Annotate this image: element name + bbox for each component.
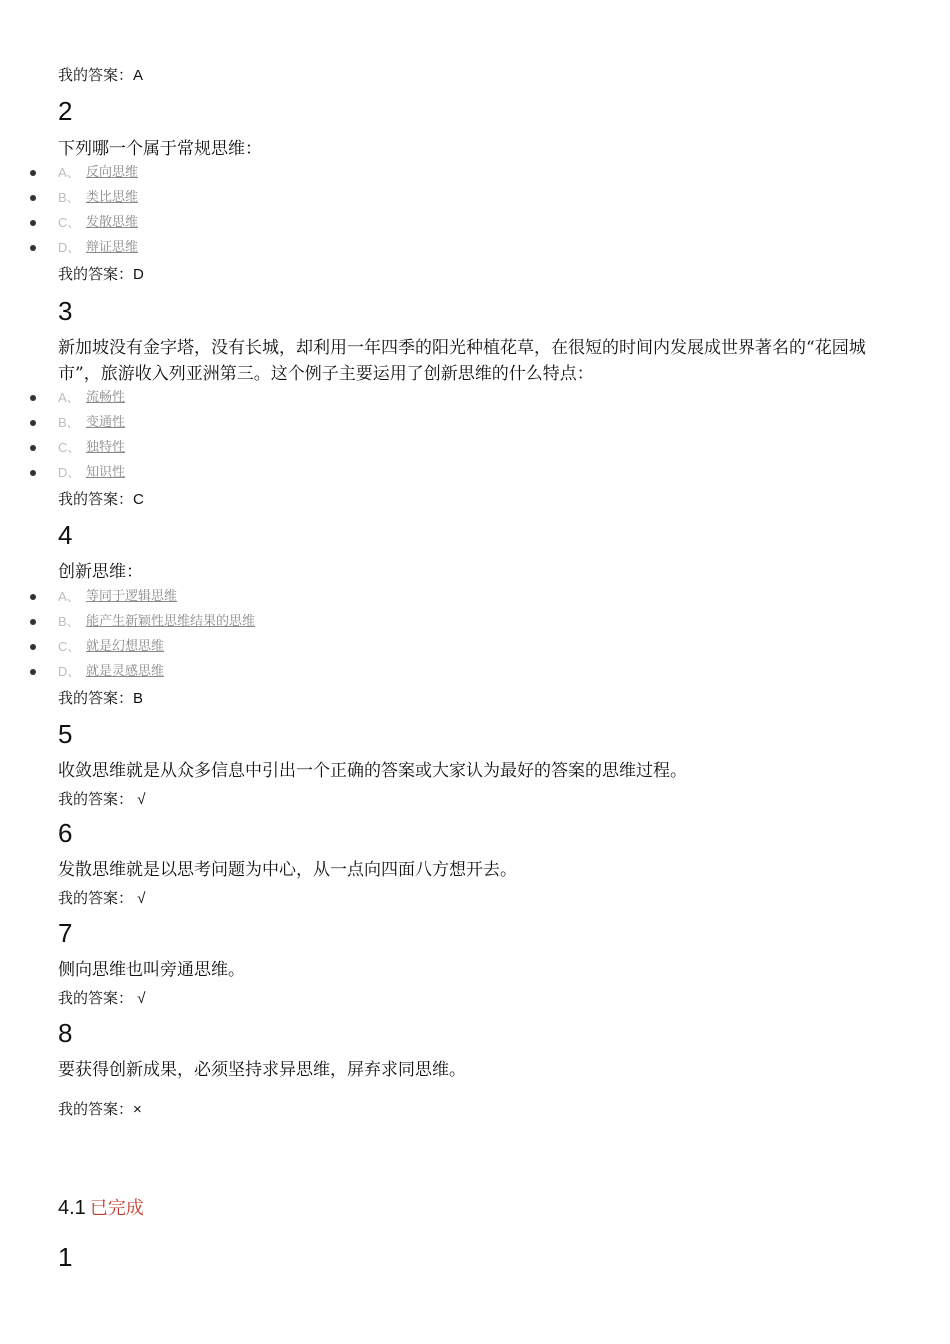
option-link[interactable]: 等同于逻辑思维 bbox=[86, 589, 178, 604]
option-link[interactable]: 辩证思维 bbox=[86, 240, 139, 255]
option-key: D、 bbox=[58, 240, 81, 255]
section-heading bbox=[58, 1194, 144, 1220]
bullet-icon bbox=[30, 195, 36, 201]
option-key: D、 bbox=[58, 664, 81, 679]
option-link[interactable]: 能产生新颖性思维结果的思维 bbox=[86, 614, 256, 629]
answer-value: B bbox=[133, 690, 144, 707]
option-key: B、 bbox=[58, 415, 80, 430]
option-link[interactable]: 就是灵感思维 bbox=[86, 664, 165, 679]
answer-label: 我的答案： bbox=[58, 689, 134, 707]
bullet-icon bbox=[30, 594, 36, 600]
answer-value: D bbox=[133, 266, 144, 283]
bullet-icon bbox=[30, 470, 36, 476]
option-key: B、 bbox=[58, 614, 80, 629]
answer-value: × bbox=[133, 1101, 142, 1118]
option-key: C、 bbox=[58, 215, 81, 230]
answer-label: 我的答案： bbox=[58, 66, 134, 84]
question-number: 5 bbox=[58, 719, 73, 749]
q5-answer bbox=[58, 788, 145, 809]
bullet-icon bbox=[30, 669, 36, 675]
bullet-icon bbox=[30, 395, 36, 401]
option-link[interactable]: 就是幻想思维 bbox=[86, 639, 165, 654]
question-text: 侧向思维也叫旁通思维。 bbox=[58, 960, 245, 980]
question-number: 2 bbox=[58, 96, 73, 126]
answer-label: 我的答案： bbox=[58, 490, 134, 508]
option-key: A、 bbox=[58, 589, 80, 604]
q1-answer bbox=[58, 64, 143, 85]
section-status: 已完成 bbox=[89, 1198, 144, 1219]
answer-label: 我的答案： bbox=[58, 790, 134, 808]
q6-answer bbox=[58, 887, 145, 908]
option-key: A、 bbox=[58, 390, 80, 405]
option-key: C、 bbox=[58, 639, 81, 654]
bullet-icon bbox=[30, 445, 36, 451]
question-text: 要获得创新成果，必须坚持求异思维，屏弃求同思维。 bbox=[58, 1060, 466, 1080]
option-link[interactable]: 发散思维 bbox=[86, 215, 139, 230]
option-link[interactable]: 反向思维 bbox=[86, 165, 139, 180]
q4-answer bbox=[58, 687, 143, 708]
q2-answer bbox=[58, 263, 144, 284]
question-text: 下列哪一个属于常规思维： bbox=[58, 139, 262, 159]
option-key: B、 bbox=[58, 190, 80, 205]
option-key: C、 bbox=[58, 440, 81, 455]
option-link[interactable]: 类比思维 bbox=[86, 190, 139, 205]
question-number: 7 bbox=[58, 918, 73, 948]
option-link[interactable]: 独特性 bbox=[86, 440, 126, 455]
answer-value: A bbox=[133, 67, 144, 84]
q8-answer bbox=[58, 1098, 142, 1119]
question-text: 收敛思维就是从众多信息中引出一个正确的答案或大家认为最好的答案的思维过程。 bbox=[58, 761, 687, 781]
q3-answer bbox=[58, 488, 144, 509]
question-text: 新加坡没有金字塔，没有长城，却利用一年四季的阳光种植花草，在很短的时间内发展成世界著名的“花园城市”，旅游收入列亚洲第三。这个例子主要运用了创新思维的什么特点： bbox=[58, 338, 866, 384]
answer-value: √ bbox=[137, 890, 146, 907]
answer-value: √ bbox=[137, 791, 146, 808]
answer-label: 我的答案： bbox=[58, 265, 134, 283]
answer-label: 我的答案： bbox=[58, 889, 134, 907]
answer-value: C bbox=[133, 491, 144, 508]
option-link[interactable]: 知识性 bbox=[86, 465, 126, 480]
question-number: 8 bbox=[58, 1018, 73, 1048]
answer-value: √ bbox=[137, 990, 146, 1007]
option-key: A、 bbox=[58, 165, 80, 180]
bullet-icon bbox=[30, 644, 36, 650]
q7-answer bbox=[58, 987, 145, 1008]
question-number: 6 bbox=[58, 818, 73, 848]
option-link[interactable]: 变通性 bbox=[86, 415, 126, 430]
question-number: 3 bbox=[58, 296, 73, 326]
question-number: 1 bbox=[58, 1242, 73, 1272]
option-link[interactable]: 流畅性 bbox=[86, 390, 126, 405]
question-text: 发散思维就是以思考问题为中心，从一点向四面八方想开去。 bbox=[58, 860, 517, 880]
bullet-icon bbox=[30, 170, 36, 176]
answer-label: 我的答案： bbox=[58, 1100, 134, 1118]
bullet-icon bbox=[30, 420, 36, 426]
question-number: 4 bbox=[58, 520, 73, 550]
bullet-icon bbox=[30, 619, 36, 625]
question-text: 创新思维： bbox=[58, 562, 143, 582]
bullet-icon bbox=[30, 245, 36, 251]
option-key: D、 bbox=[58, 465, 81, 480]
section-number: 4.1 bbox=[58, 1197, 86, 1219]
answer-label: 我的答案： bbox=[58, 989, 134, 1007]
bullet-icon bbox=[30, 220, 36, 226]
